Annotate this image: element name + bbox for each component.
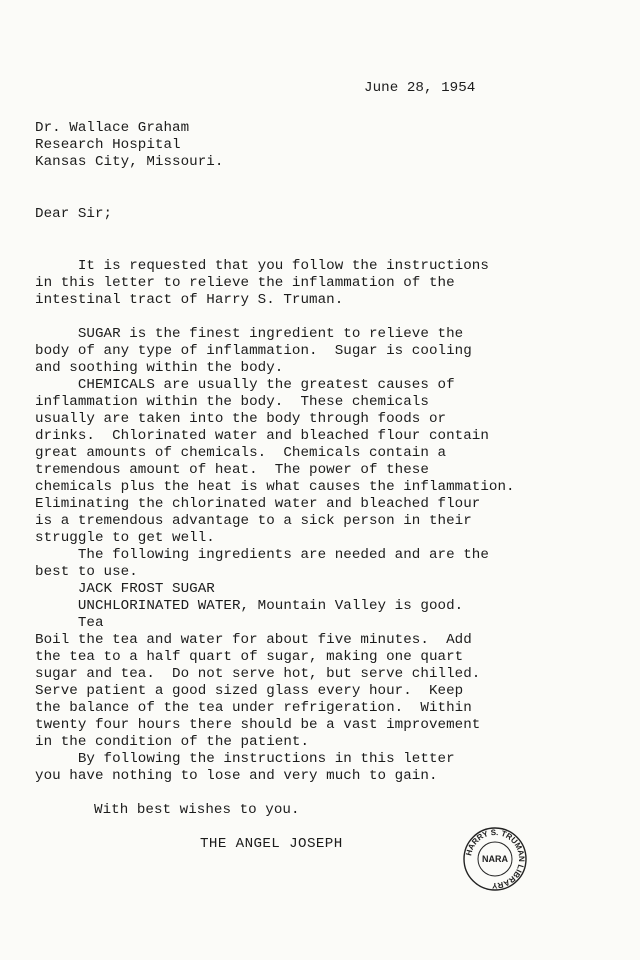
body-line: the balance of the tea under refrigeration. Within (35, 700, 472, 716)
stamp-ring-text: HARRY S. TRUMAN LIBRARY (464, 827, 527, 891)
body-line: sugar and tea. Do not serve hot, but serve chilled. (35, 666, 481, 682)
body-line: the tea to a half quart of sugar, making one quart (35, 649, 464, 665)
body-line: UNCHLORINATED WATER, Mountain Valley is good. (35, 598, 464, 614)
body-line: great amounts of chemicals. Chemicals contain a (35, 445, 447, 461)
signature: THE ANGEL JOSEPH (200, 836, 343, 852)
body-line: CHEMICALS are usually the greatest causes of (35, 377, 455, 393)
closing: With best wishes to you. (94, 802, 300, 818)
stamp-center-text: NARA (482, 854, 508, 864)
library-stamp (462, 826, 528, 892)
body-line: in this letter to relieve the inflammation of the (35, 275, 455, 291)
body-line: best to use. (35, 564, 138, 580)
salutation: Dear Sir; (35, 206, 113, 222)
body-line: usually are taken into the body through foods or (35, 411, 447, 427)
body-line: tremendous amount of heat. The power of these (35, 462, 429, 478)
body-line: you have nothing to lose and very much to gain. (35, 768, 438, 784)
body-line (35, 309, 515, 326)
body-line: Tea (35, 615, 104, 631)
body-line: Boil the tea and water for about five minutes. Add (35, 632, 472, 648)
body-line: drinks. Chlorinated water and bleached flour contain (35, 428, 489, 444)
body-line: twenty four hours there should be a vast improvement (35, 717, 481, 733)
recipient-line: Research Hospital (35, 137, 181, 153)
body-line: The following ingredients are needed and are the (35, 547, 489, 563)
body-line: inflammation within the body. These chemicals (35, 394, 429, 410)
body-line: in the condition of the patient. (35, 734, 310, 750)
body-line: chemicals plus the heat is what causes the inflammation. (35, 479, 515, 495)
body-line: and soothing within the body. (35, 360, 284, 376)
body-line: It is requested that you follow the instructions (35, 258, 489, 274)
body-line: JACK FROST SUGAR (35, 581, 215, 597)
body-line: is a tremendous advantage to a sick person in their (35, 513, 472, 529)
body-line: body of any type of inflammation. Sugar is cooling (35, 343, 472, 359)
letter-date: June 28, 1954 (364, 80, 476, 96)
recipient-address (35, 120, 223, 171)
body-line: Eliminating the chlorinated water and bleached flour (35, 496, 481, 512)
body-line: SUGAR is the finest ingredient to relieve the (35, 326, 464, 342)
body-line: struggle to get well. (35, 530, 215, 546)
body-line: intestinal tract of Harry S. Truman. (35, 292, 344, 308)
body-line: Serve patient a good sized glass every hour. Keep (35, 683, 464, 699)
recipient-line: Dr. Wallace Graham (35, 120, 190, 136)
letter-body (35, 258, 515, 785)
recipient-line: Kansas City, Missouri. (35, 154, 224, 170)
body-line: By following the instructions in this letter (35, 751, 455, 767)
